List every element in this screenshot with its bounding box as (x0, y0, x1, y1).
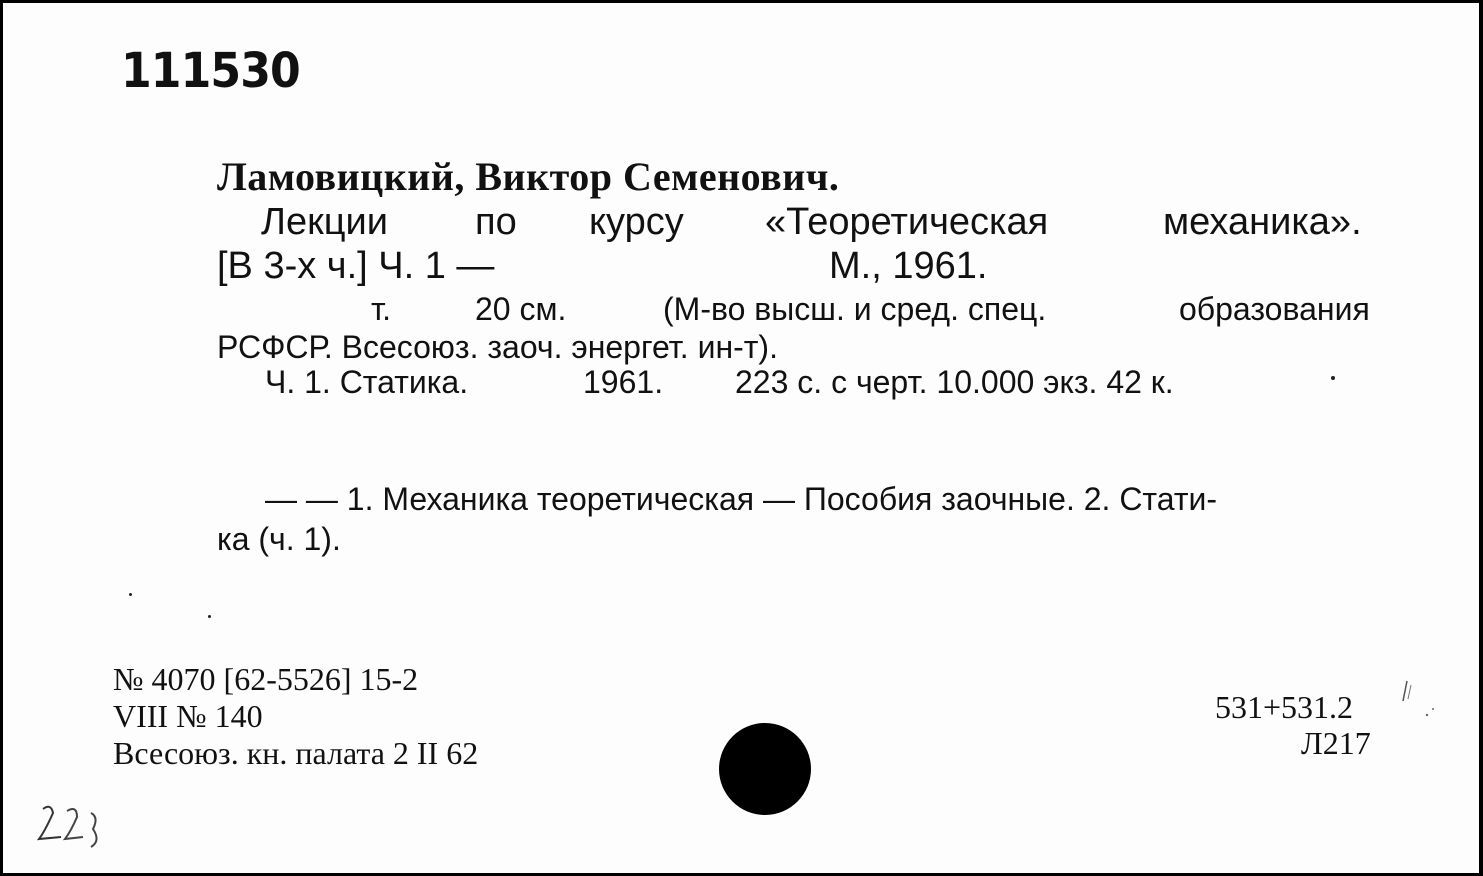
classification-index: 531+531.2 (1215, 689, 1354, 725)
place-year: М., 1961. (829, 245, 988, 287)
inventory-number: 111530 (121, 43, 300, 99)
subject-headings-cont: ка (ч. 1). (217, 521, 341, 557)
series-note-cont: РСФСР. Всесоюз. заоч. энергет. ин-т). (217, 329, 778, 365)
part-year: 1961. (583, 364, 664, 400)
speck (129, 593, 132, 596)
registry-volume: VIII № 140 (113, 698, 263, 734)
series-note-part2: образования (1179, 291, 1370, 327)
title-word-5: механика». (1163, 201, 1362, 243)
title-word-2: по (475, 201, 517, 243)
part-title: Ч. 1. Статика. (265, 364, 469, 400)
handwritten-mark-icon (33, 801, 113, 861)
series-note-part1: (М-во высш. и сред. спец. (663, 291, 1047, 327)
size-t: т. (371, 291, 391, 327)
punch-hole (719, 723, 811, 815)
size-cm: 20 см. (475, 291, 567, 327)
author-mark: Л217 (1301, 725, 1371, 761)
title-word-3: курсу (589, 201, 684, 243)
speck (208, 615, 211, 618)
title-word-4: «Теоретическая (765, 201, 1049, 243)
volumes-note: [В 3-х ч.] Ч. 1 — (217, 245, 495, 287)
title-word-1: Лекции (261, 201, 388, 243)
speck (1331, 376, 1335, 380)
author-heading: Ламовицкий, Виктор Семенович. (217, 154, 840, 199)
part-details: 223 с. с черт. 10.000 экз. 42 к. (735, 364, 1174, 400)
subject-headings: — — 1. Механика теоретическая — Пособия заочные. 2. Стати- (265, 481, 1217, 517)
registry-chamber: Всесоюз. кн. палата 2 II 62 (113, 735, 479, 771)
pencil-mark-icon (1399, 679, 1439, 729)
registry-number: № 4070 [62-5526] 15-2 (113, 661, 419, 697)
